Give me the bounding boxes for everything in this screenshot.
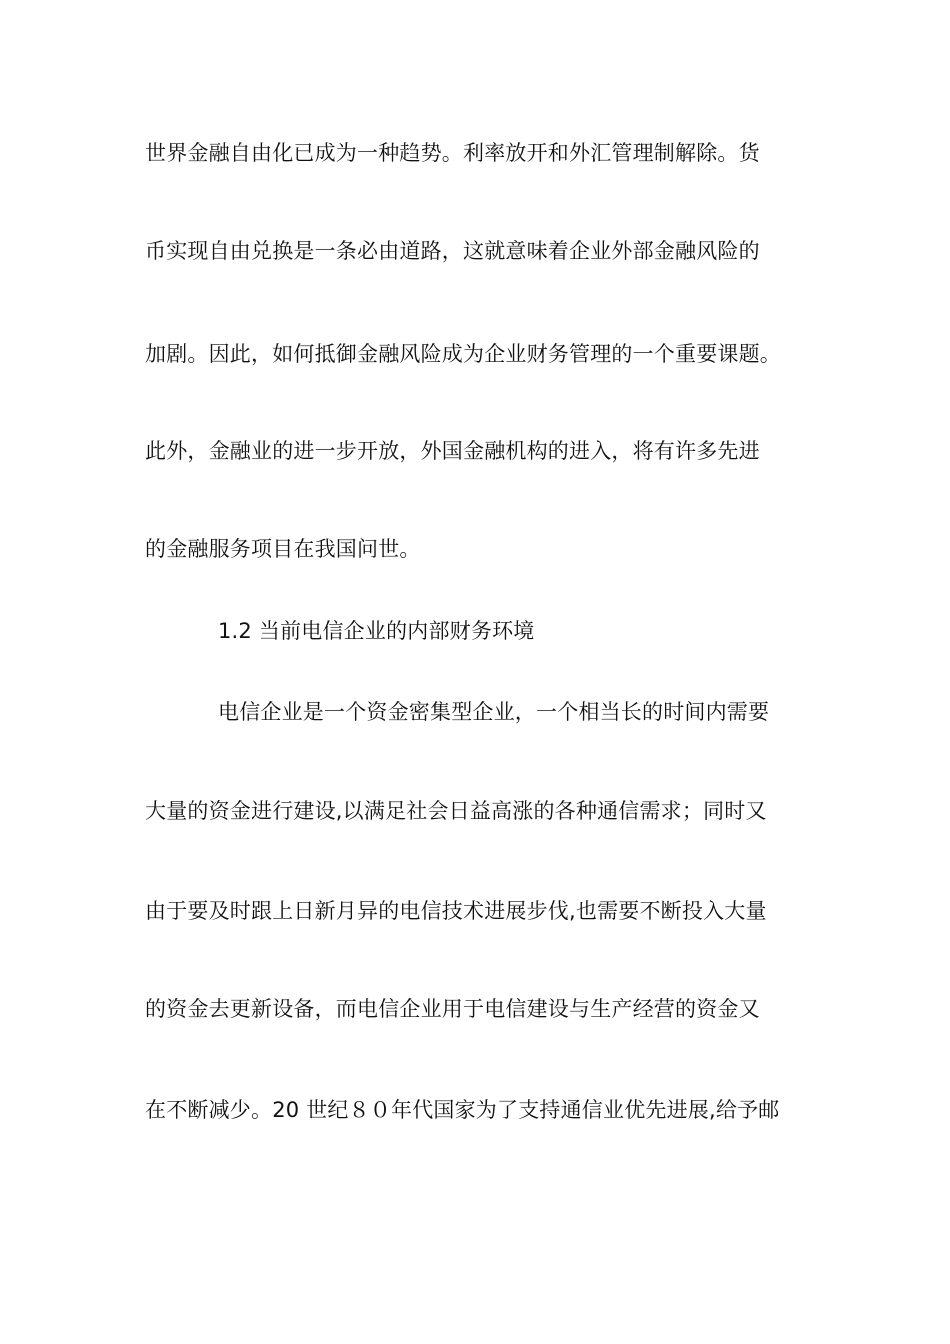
text-line: 大量的资金进行建设,以满足社会日益高涨的各种通信需求；同时又 xyxy=(145,799,767,823)
text-line: 的金融服务项目在我国问世。 xyxy=(145,537,421,561)
text-line: 在不断减少。20 世纪８０年代国家为了支持通信业优先进展,给予邮 xyxy=(145,1098,780,1122)
section-heading: 1.2 当前电信企业的内部财务环境 xyxy=(218,619,535,643)
text-line: 的资金去更新设备，而电信企业用于电信建设与生产经营的资金又 xyxy=(145,997,760,1021)
text-line: 电信企业是一个资金密集型企业，一个相当长的时间内需要 xyxy=(218,700,770,724)
text-line: 世界金融自由化已成为一种趋势。利率放开和外汇管理制解除。货 xyxy=(145,141,760,165)
text-line: 由于要及时跟上日新月异的电信技术进展步伐,也需要不断投入大量 xyxy=(145,899,767,923)
text-line: 加剧。因此，如何抵御金融风险成为企业财务管理的一个重要课题。 xyxy=(145,342,781,366)
text-line: 此外，金融业的进一步开放，外国金融机构的进入，将有许多先进 xyxy=(145,439,760,463)
text-line: 币实现自由兑换是一条必由道路，这就意味着企业外部金融风险的 xyxy=(145,239,760,263)
